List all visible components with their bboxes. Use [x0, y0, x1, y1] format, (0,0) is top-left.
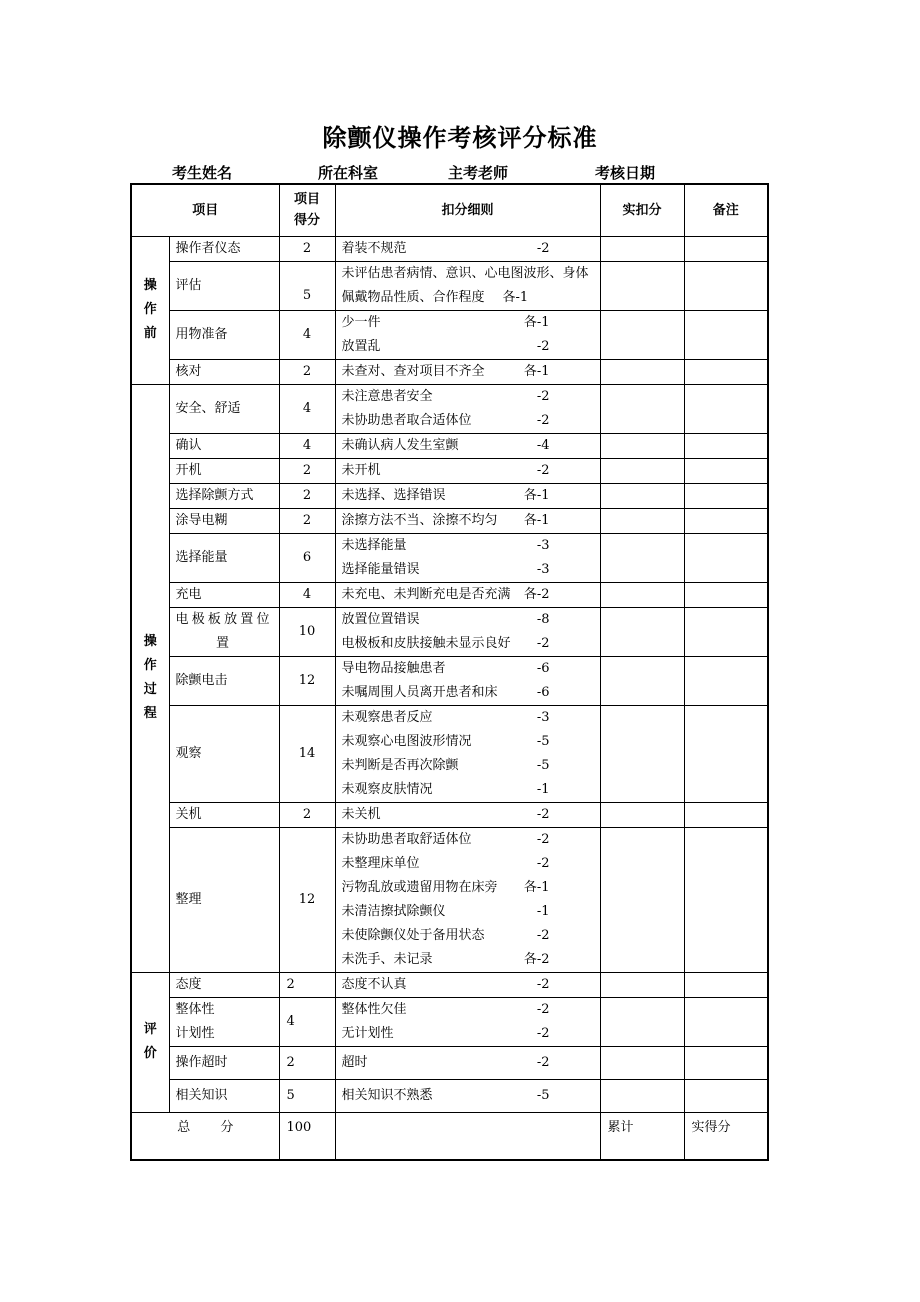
- field-department: 所在科室: [318, 164, 379, 182]
- deducted-cell[interactable]: [600, 997, 684, 1046]
- deduction-details: [335, 802, 600, 827]
- deduction-text: 选择能量错误: [341, 561, 420, 577]
- scoring-table: [130, 183, 769, 1161]
- deduction-text: 未选择能量: [341, 537, 407, 553]
- deduction-text: 着装不规范: [341, 240, 407, 256]
- total-deducted: 累计: [600, 1112, 684, 1160]
- deduction-points: -2: [536, 855, 550, 871]
- remarks-cell[interactable]: [684, 236, 768, 261]
- deduction-text: 未关机: [341, 806, 381, 822]
- deduction-points: -3: [536, 537, 550, 553]
- table-row: [131, 582, 768, 607]
- deduction-line: [342, 509, 594, 533]
- item-name: 涂导电糊: [169, 508, 279, 533]
- remarks-cell[interactable]: [684, 458, 768, 483]
- deduction-text: 涂擦方法不当、涂擦不均匀: [341, 512, 498, 528]
- table-row: [131, 972, 768, 997]
- item-score: 2: [279, 483, 335, 508]
- deduction-details: [335, 310, 600, 359]
- col-header-details: 扣分细则: [335, 184, 600, 236]
- table-row: [131, 827, 768, 972]
- deduction-text: 未观察皮肤情况: [341, 781, 433, 797]
- section-label-char: 操: [143, 634, 157, 649]
- deduction-text: 未选择、选择错误: [341, 487, 446, 503]
- item-score: 12: [279, 656, 335, 705]
- deduction-points: -2: [536, 240, 550, 256]
- item-name: 确认: [169, 433, 279, 458]
- item-name: 操作超时: [169, 1046, 279, 1079]
- deduction-text: 超时: [341, 1054, 368, 1070]
- total-label: 总 分: [131, 1112, 279, 1160]
- remarks-cell[interactable]: [684, 310, 768, 359]
- item-score: 2: [279, 1046, 335, 1079]
- deduction-line: [342, 876, 594, 900]
- deduction-text: 未整理床单位: [341, 855, 420, 871]
- item-name: 评估: [169, 261, 279, 310]
- remarks-cell[interactable]: [684, 582, 768, 607]
- deduction-line: [342, 311, 594, 335]
- item-name: [169, 997, 279, 1046]
- deduction-line: [342, 608, 594, 632]
- deduction-points: 各-1: [523, 879, 550, 895]
- section-label-char: 操: [143, 278, 157, 293]
- deduction-points: -6: [536, 660, 550, 676]
- deduction-text: 未协助患者取合适体位: [341, 412, 472, 428]
- deduction-points: 各-2: [523, 586, 550, 602]
- remarks-cell[interactable]: [684, 656, 768, 705]
- table-row: [131, 236, 768, 261]
- deduction-details: [335, 705, 600, 802]
- deduction-points: -2: [536, 338, 550, 354]
- page-title: 除颤仪操作考核评分标准: [322, 124, 598, 152]
- deduction-text: 未清洁擦拭除颤仪: [341, 903, 446, 919]
- section-label-char: 作: [143, 302, 157, 317]
- deduction-details: [335, 997, 600, 1046]
- deduction-details: [335, 359, 600, 384]
- deduction-line: [342, 730, 594, 754]
- deduction-text: 未协助患者取舒适体位: [341, 831, 472, 847]
- deduction-text: 无计划性: [341, 1025, 394, 1041]
- deduction-text: 少一件: [341, 314, 381, 330]
- remarks-cell[interactable]: [684, 705, 768, 802]
- item-name: 选择除颤方式: [169, 483, 279, 508]
- deducted-cell[interactable]: [600, 802, 684, 827]
- item-name: 关机: [169, 802, 279, 827]
- item-score: 2: [279, 236, 335, 261]
- deduction-text: 未查对、查对项目不齐全: [341, 363, 485, 379]
- deduction-line: [342, 583, 594, 607]
- deduction-text: 未判断是否再次除颤: [341, 757, 459, 773]
- section-label-char: 前: [143, 326, 157, 341]
- deducted-cell[interactable]: [600, 705, 684, 802]
- deduction-points: -2: [536, 1054, 550, 1070]
- deduction-line: [342, 385, 594, 409]
- item-score: 4: [279, 997, 335, 1046]
- deduction-text: 导电物品接触患者: [341, 660, 446, 676]
- deduction-details: [335, 582, 600, 607]
- deduction-details: [335, 607, 600, 656]
- deduction-text: 电极板和皮肤接触未显示良好: [341, 635, 511, 651]
- deduction-line: [342, 924, 594, 948]
- table-row: [131, 1046, 768, 1079]
- deduction-line: [342, 459, 594, 483]
- deduction-line: [342, 657, 594, 681]
- item-name: 整理: [169, 827, 279, 972]
- deducted-cell[interactable]: [600, 1046, 684, 1079]
- item-name: 安全、舒适: [169, 384, 279, 433]
- deduction-details: [335, 261, 600, 310]
- table-row: [131, 508, 768, 533]
- item-name-line: 整体性: [175, 1001, 215, 1017]
- section-label-char: 评: [143, 1022, 157, 1037]
- deduction-points: -5: [536, 1087, 550, 1103]
- deducted-cell[interactable]: [600, 972, 684, 997]
- section-label-char: 价: [143, 1046, 157, 1061]
- deduction-points: -1: [536, 903, 550, 919]
- deduction-line: [342, 1084, 594, 1108]
- table-row: [131, 705, 768, 802]
- deduction-points: -3: [536, 561, 550, 577]
- deduction-line: [342, 754, 594, 778]
- deduction-text: 未充电、未判断充电是否充满: [341, 586, 511, 602]
- item-score: 2: [279, 359, 335, 384]
- deduction-points: -2: [536, 412, 550, 428]
- item-name: 充电: [169, 582, 279, 607]
- remarks-cell[interactable]: [684, 483, 768, 508]
- deducted-cell[interactable]: [600, 827, 684, 972]
- item-score: 2: [279, 972, 335, 997]
- deduction-points: -2: [536, 831, 550, 847]
- deduction-points: -4: [536, 437, 550, 453]
- item-score: 2: [279, 802, 335, 827]
- deducted-cell[interactable]: [600, 483, 684, 508]
- deduction-points: 各-1: [523, 487, 550, 503]
- table-row: [131, 261, 768, 310]
- deduction-line: [342, 360, 594, 384]
- deduction-line: [342, 948, 594, 972]
- item-score: 5: [279, 261, 335, 310]
- deduction-details: [335, 827, 600, 972]
- remarks-cell[interactable]: [684, 1046, 768, 1079]
- remarks-cell[interactable]: [684, 997, 768, 1046]
- item-name: 开机: [169, 458, 279, 483]
- deduction-points: -5: [536, 757, 550, 773]
- deduction-text: 未评估患者病情、意识、心电图波形、身体佩戴物品性质、合作程度: [341, 265, 589, 305]
- deduction-text: 放置乱: [341, 338, 381, 354]
- item-score: 10: [279, 607, 335, 656]
- section-label: [131, 972, 169, 1112]
- deducted-cell[interactable]: [600, 384, 684, 433]
- field-student-name: 考生姓名: [172, 164, 233, 182]
- deduction-line: [342, 534, 594, 558]
- remarks-cell[interactable]: [684, 1079, 768, 1112]
- remarks-cell[interactable]: [684, 533, 768, 582]
- item-score: 4: [279, 310, 335, 359]
- remarks-cell[interactable]: [684, 261, 768, 310]
- total-remark: 实得分: [684, 1112, 768, 1160]
- deducted-cell[interactable]: [600, 261, 684, 310]
- field-examiner: 主考老师: [448, 164, 509, 182]
- item-name: 相关知识: [169, 1079, 279, 1112]
- section-label-char: 过: [143, 682, 157, 697]
- deduction-text: 污物乱放或遗留用物在床旁: [341, 879, 498, 895]
- deduction-text: 未确认病人发生室颤: [341, 437, 459, 453]
- section-label: [131, 236, 169, 384]
- deduction-points: 各-1: [523, 314, 550, 330]
- deduction-details: [335, 458, 600, 483]
- deduction-line: [342, 237, 594, 261]
- deduction-points: -2: [536, 635, 550, 651]
- deduction-points: -6: [536, 684, 550, 700]
- deduction-points: -2: [536, 1001, 550, 1017]
- deduction-points: 各-1: [523, 363, 550, 379]
- deduction-points: -2: [536, 806, 550, 822]
- deduction-line: [342, 998, 594, 1022]
- item-score: 4: [279, 384, 335, 433]
- deduction-details: [335, 1046, 600, 1079]
- total-details-cell[interactable]: [335, 1112, 600, 1160]
- deduction-points: 各-1: [502, 289, 529, 305]
- deduction-details: [335, 972, 600, 997]
- deduction-line: [342, 409, 594, 433]
- deducted-cell[interactable]: [600, 310, 684, 359]
- deduction-details: [335, 236, 600, 261]
- field-exam-date: 考核日期: [595, 164, 656, 182]
- item-score: 4: [279, 433, 335, 458]
- col-header-item: 项目: [131, 184, 279, 236]
- deduction-details: [335, 533, 600, 582]
- deduction-text: 未观察心电图波形情况: [341, 733, 472, 749]
- table-row: [131, 1079, 768, 1112]
- section-label: [131, 384, 169, 972]
- deducted-cell[interactable]: [600, 1079, 684, 1112]
- table-row: [131, 458, 768, 483]
- table-row: [131, 997, 768, 1046]
- item-name-line: 计划性: [175, 1025, 215, 1041]
- remarks-cell[interactable]: [684, 802, 768, 827]
- deduction-line: [342, 335, 594, 359]
- item-score: 2: [279, 508, 335, 533]
- deduction-line: [342, 558, 594, 582]
- deduction-text: 未开机: [341, 462, 381, 478]
- table-row: [131, 384, 768, 433]
- item-name: 电极板放置位置: [169, 607, 279, 656]
- col-header-score: 项目 得分: [279, 184, 335, 236]
- total-row: [131, 1112, 768, 1160]
- col-header-deducted: 实扣分: [600, 184, 684, 236]
- deduction-line: [342, 852, 594, 876]
- table-row: [131, 359, 768, 384]
- table-row: [131, 433, 768, 458]
- item-name: 核对: [169, 359, 279, 384]
- remarks-cell[interactable]: [684, 827, 768, 972]
- deduction-details: [335, 1079, 600, 1112]
- deduction-points: -3: [536, 709, 550, 725]
- deduction-text: 整体性欠佳: [341, 1001, 407, 1017]
- item-name: 操作者仪态: [169, 236, 279, 261]
- deducted-cell[interactable]: [600, 607, 684, 656]
- deduction-line: [342, 706, 594, 730]
- total-score: 100: [279, 1112, 335, 1160]
- item-name: 观察: [169, 705, 279, 802]
- table-row: [131, 310, 768, 359]
- remarks-cell[interactable]: [684, 433, 768, 458]
- table-row: [131, 533, 768, 582]
- deduction-details: [335, 508, 600, 533]
- deduction-text: 未洗手、未记录: [341, 951, 433, 967]
- deducted-cell[interactable]: [600, 656, 684, 705]
- deduction-points: -2: [536, 1025, 550, 1041]
- deducted-cell[interactable]: [600, 582, 684, 607]
- deduction-line: [342, 681, 594, 705]
- item-score: 2: [279, 458, 335, 483]
- deduction-line: [342, 900, 594, 924]
- section-label-char: 作: [143, 658, 157, 673]
- item-score: 12: [279, 827, 335, 972]
- item-score: 6: [279, 533, 335, 582]
- deduction-points: -2: [536, 462, 550, 478]
- deduction-points: -5: [536, 733, 550, 749]
- item-name: 除颤电击: [169, 656, 279, 705]
- deduction-line: [342, 1051, 594, 1075]
- deduction-points: 各-1: [523, 512, 550, 528]
- table-header-row: [131, 184, 768, 236]
- deduction-points: -2: [536, 927, 550, 943]
- deduction-text: 未注意患者安全: [341, 388, 433, 404]
- deducted-cell[interactable]: [600, 433, 684, 458]
- item-name: 用物准备: [169, 310, 279, 359]
- item-name: 态度: [169, 972, 279, 997]
- deduction-text: 未嘱周围人员离开患者和床: [341, 684, 498, 700]
- table-row: [131, 656, 768, 705]
- remarks-cell[interactable]: [684, 508, 768, 533]
- deduction-points: -8: [536, 611, 550, 627]
- deduction-text: 态度不认真: [341, 976, 407, 992]
- deduction-line: [342, 778, 594, 802]
- deduction-line: [342, 434, 594, 458]
- deduction-line: [342, 1022, 594, 1046]
- deduction-points: -2: [536, 976, 550, 992]
- item-score: 5: [279, 1079, 335, 1112]
- deduction-line: [342, 803, 594, 827]
- section-label-char: 程: [143, 706, 157, 721]
- deduction-line: [342, 632, 594, 656]
- deduction-line: [342, 973, 594, 997]
- table-row: [131, 483, 768, 508]
- deduction-details: [335, 483, 600, 508]
- item-score: 14: [279, 705, 335, 802]
- deduction-line: [342, 262, 594, 310]
- deducted-cell[interactable]: [600, 236, 684, 261]
- remarks-cell[interactable]: [684, 384, 768, 433]
- table-row: [131, 802, 768, 827]
- deduction-text: 放置位置错误: [341, 611, 420, 627]
- remarks-cell[interactable]: [684, 607, 768, 656]
- item-score: 4: [279, 582, 335, 607]
- deducted-cell[interactable]: [600, 533, 684, 582]
- item-name: 选择能量: [169, 533, 279, 582]
- deduction-details: [335, 433, 600, 458]
- deducted-cell[interactable]: [600, 458, 684, 483]
- deduction-points: 各-2: [523, 951, 550, 967]
- deduction-details: [335, 384, 600, 433]
- deduction-line: [342, 828, 594, 852]
- deduction-text: 未使除颤仪处于备用状态: [341, 927, 485, 943]
- table-row: [131, 607, 768, 656]
- remarks-cell[interactable]: [684, 972, 768, 997]
- deducted-cell[interactable]: [600, 508, 684, 533]
- deduction-details: [335, 656, 600, 705]
- deduction-points: -2: [536, 388, 550, 404]
- deduction-points: -1: [536, 781, 550, 797]
- remarks-cell[interactable]: [684, 359, 768, 384]
- deducted-cell[interactable]: [600, 359, 684, 384]
- deduction-line: [342, 484, 594, 508]
- deduction-text: 未观察患者反应: [341, 709, 433, 725]
- col-header-remarks: 备注: [684, 184, 768, 236]
- deduction-text: 相关知识不熟悉: [341, 1087, 433, 1103]
